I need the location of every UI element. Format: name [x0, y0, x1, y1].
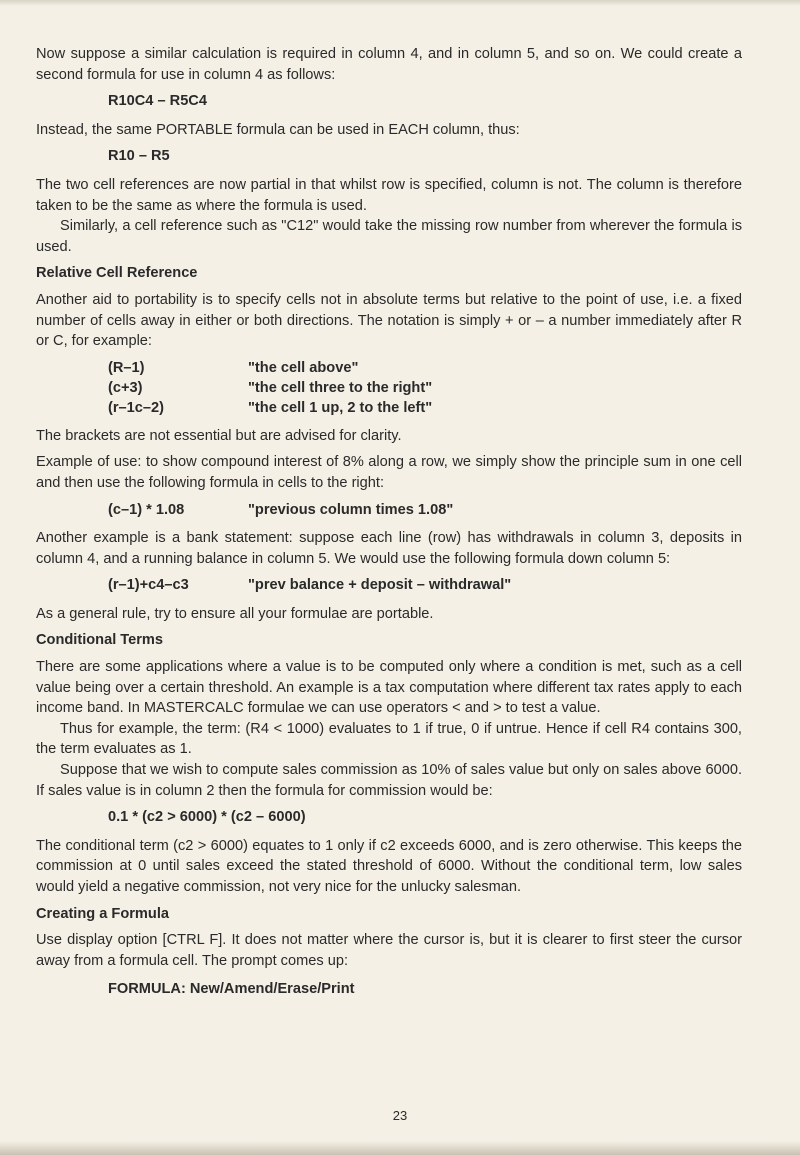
heading-relative-cell-reference: Relative Cell Reference [36, 265, 198, 282]
notation-table [108, 358, 432, 418]
paragraph-term-example: Thus for example, the term: (R4 < 1000) evaluates to 1 if true, 0 if untrue. Hence if cell R4 contains 300, the term evaluates as 1. [36, 720, 742, 758]
notation-row [108, 398, 432, 418]
paragraph-sales-commission: Suppose that we wish to compute sales commission as 10% of sales value but only on sales above 6000. If sales value is in column 2 then the formula for commission would be: [36, 762, 742, 799]
formula-prompt: FORMULA: New/Amend/Erase/Print [108, 981, 355, 998]
notation-code: (R–1) [108, 359, 145, 376]
paragraph-portable-formula: Instead, the same PORTABLE formula can be used in EACH column, thus: [36, 121, 520, 138]
page-bottom-edge [0, 1141, 800, 1155]
heading-creating-a-formula: Creating a Formula [36, 905, 169, 922]
paragraph-bank-statement: Another example is a bank statement: suppose each line (row) has withdrawals in column 3, deposits in column 4, and a running balance in column 5. We would use the following formula down column 5: [36, 530, 742, 567]
notation-code: (c+3) [108, 379, 143, 396]
notation-meaning: "the cell three to the right" [248, 379, 433, 396]
paragraph-c12-example: Similarly, a cell reference such as "C12" would take the missing row number from wherever the formula is used. [36, 218, 742, 255]
paragraph-brackets: The brackets are not essential but are advised for clarity. [36, 427, 402, 444]
formula-r10c4: R10C4 – R5C4 [108, 93, 207, 110]
notation-row [108, 378, 432, 398]
notation-meaning: "the cell above" [248, 359, 359, 376]
example-code: (c–1) * 1.08 [108, 501, 185, 518]
page-number: 23 [392, 1108, 408, 1123]
paragraph-compound-interest: Example of use: to show compound interest of 8% along a row, we simply show the principle sum in one cell and then use the following formula in cells to the right: [36, 454, 742, 491]
formula-commission: 0.1 * (c2 > 6000) * (c2 – 6000) [108, 809, 306, 826]
paragraph-relative-notation: Another aid to portability is to specify cells not in absolute terms but relative to the point of use, i.e. a fixed number of cells away in either or both directions. The notation is simply + or – a number immediately after R or C, for example: [36, 291, 742, 350]
paragraph-display-option: Use display option [CTRL F]. It does not matter where the cursor is, but it is clearer to first steer the cursor away from a formula cell. The prompt comes up: [36, 932, 742, 969]
example-bank-statement [108, 575, 742, 596]
example-code: (r–1)+c4–c3 [108, 577, 189, 594]
formula-r10-r5: R10 – R5 [108, 148, 170, 165]
notation-meaning: "the cell 1 up, 2 to the left" [248, 399, 433, 416]
document-page [36, 44, 742, 1000]
heading-conditional-terms: Conditional Terms [36, 632, 164, 649]
paragraph-column-calculation: Now suppose a similar calculation is required in column 4, and in column 5, and so on. We could create a second formula for use in column 4 as follows: [36, 46, 742, 83]
paragraph-conditional-intro: There are some applications where a value is to be computed only where a condition is met, such as a cell value being over a certain threshold. An example is a tax computation where different tax rates apply to each income band. In MASTERCALC formulae we can use operators < and > to test a value. [36, 659, 742, 717]
page-top-edge [0, 0, 800, 6]
example-meaning: "prev balance + deposit – withdrawal" [248, 577, 512, 594]
example-compound-interest [108, 500, 742, 521]
paragraph-partial-references: The two cell references are now partial in that whilst row is specified, column is not. The column is therefore taken to be the same as where the formula is used. [36, 176, 742, 214]
notation-code: (r–1c–2) [108, 399, 164, 416]
notation-row [108, 358, 432, 378]
paragraph-conditional-explanation: The conditional term (c2 > 6000) equates to 1 only if c2 exceeds 6000, and is zero otherwise. This keeps the commission at 0 until sales exceed the stated threshold of 6000. Without the conditional term, low sales would yield a negative commission, not very nice for the unlucky salesman. [36, 837, 742, 895]
paragraph-general-rule: As a general rule, try to ensure all your formulae are portable. [36, 605, 434, 622]
example-meaning: "previous column times 1.08" [248, 501, 454, 518]
